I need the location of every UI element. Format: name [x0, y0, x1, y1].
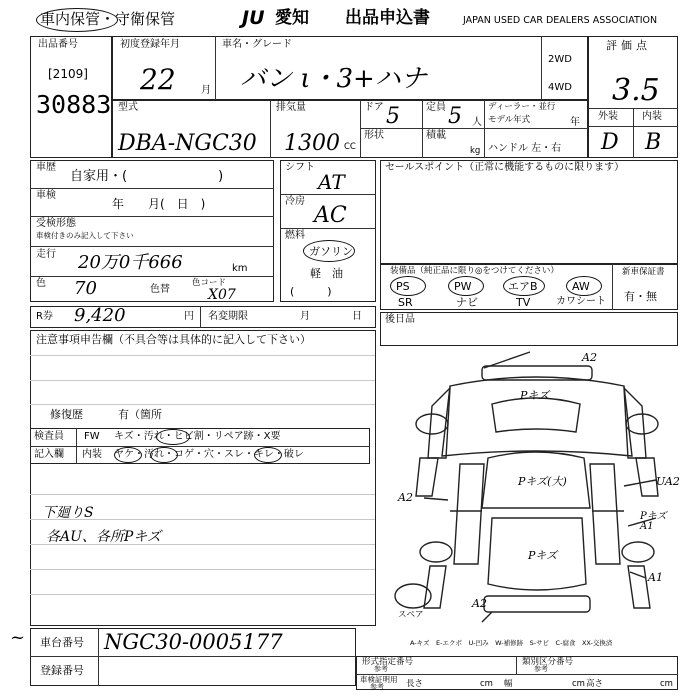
equipment-label: 装備品（純正品に限り◎をつけてください） [390, 266, 559, 276]
ju-logo: JU [242, 7, 265, 29]
door-label: ドア [364, 102, 384, 113]
height-label: 高さ [586, 679, 604, 689]
airbag-circle [503, 276, 545, 296]
cc-unit: CC [344, 142, 356, 152]
aw-circle [566, 276, 602, 296]
repair-value: 有（箇所 [118, 408, 162, 421]
int-value: B [645, 130, 662, 155]
mileage-value: 20万0千666 [78, 252, 183, 273]
handle-label: ハンドル 左・右 [488, 143, 562, 154]
height-unit: cm [660, 679, 673, 689]
mark-pkizu-a1: Pキズ A1 [640, 511, 667, 532]
damage-legend: A-キズ E-エクボ U-凹み W-補修跡 S-サビ C-腐食 XX-交換済 [410, 639, 613, 647]
front-bumper [482, 366, 592, 380]
shift-label: シフト [285, 162, 315, 173]
notes-box [30, 330, 376, 626]
reg-value: 22 [140, 63, 176, 96]
length-unit: cm [480, 679, 493, 689]
mark-ua2: UA2 [656, 475, 680, 488]
notes-label: 注意事項申告欄（不具合等は具体的に記入して下さい） [36, 333, 311, 346]
inspector-label-1: 検査員 [34, 431, 64, 442]
front-right-wheel [626, 414, 658, 434]
burn-circle [114, 447, 142, 463]
ext-value: D [601, 130, 619, 155]
chassis-value: NGC30-0005177 [104, 630, 283, 654]
org-name: 愛知 [275, 8, 309, 28]
drive-2wd: 2WD [548, 54, 572, 65]
rear-label: 後日品 [385, 314, 415, 325]
cert-label: 車検証明用 [360, 675, 398, 684]
equip-ps: PS [396, 280, 410, 293]
note-line-2: 各AU、各所Pキズ [46, 529, 162, 545]
assoc-name: JAPAN USED CAR DEALERS ASSOCIATION [463, 15, 658, 26]
reg-label: 初度登録年月 [120, 39, 180, 50]
mileage-label: 走行 [36, 249, 56, 260]
lot-sub: [2109] [48, 67, 88, 81]
rear-bumper [484, 596, 590, 612]
color-code-value: X07 [208, 287, 236, 303]
warranty-label: 新車保証書 [622, 267, 665, 277]
pw-circle [448, 276, 484, 296]
equip-airbag: エアB [508, 280, 538, 293]
form-specify-ref: 参考 [374, 665, 388, 673]
form-title: 出品申込書 [345, 8, 430, 28]
inspection-value: 年 月( 日 ) [112, 197, 206, 211]
inspector-label-2: 記入欄 [34, 449, 64, 460]
equip-navi: ナビ [456, 296, 478, 309]
inspection-label: 車検 [36, 190, 56, 201]
name-change-month: 月 [300, 311, 310, 322]
mark-pkizu-rear: Pキズ [528, 549, 558, 562]
shift-value: AT [318, 170, 345, 194]
category-label: 類別区分番号 [522, 657, 574, 667]
left-doors [454, 464, 484, 564]
right-doors [590, 464, 620, 564]
warranty-value: 有・無 [624, 290, 657, 303]
equip-tv: TV [516, 296, 531, 309]
wear-circle [254, 447, 282, 463]
mileage-unit: km [232, 263, 248, 274]
width-label: 幅 [504, 679, 513, 689]
color-number-label: 色替 [150, 284, 170, 295]
color-value: 70 [74, 278, 97, 299]
reg-unit: 月 [201, 85, 211, 96]
inspector-row1-head: FW [84, 431, 100, 442]
equip-pw: PW [454, 280, 472, 293]
name-change-day: 日 [352, 311, 362, 322]
model-value: DBA-NGC30 [118, 131, 257, 156]
receipt-label: 受検形態 [36, 218, 76, 229]
leader-a2-bottom [482, 612, 492, 622]
inspector-row1-items: キズ・汚れ・ヒビ割・リペア跡・X要 [114, 431, 281, 442]
leader-a1 [630, 572, 646, 578]
fuel-diesel: 軽 油 [310, 267, 343, 280]
ext-label: 外装 [598, 111, 618, 122]
left-mirror [416, 458, 438, 496]
plate-label: 登録番号 [40, 664, 84, 677]
weight-unit: kg [470, 146, 481, 156]
cap-unit: 人 [472, 117, 482, 128]
equip-seat: カワシート [556, 296, 606, 307]
car-label: 車名・グレード [222, 39, 292, 50]
sales-label: セールスポイント（正常に機能するものに限ります） [385, 162, 625, 173]
storage-title: 車内保管・守衛保管 [40, 10, 176, 28]
name-change-label: 名変期限 [208, 311, 248, 322]
mark-a2-left: A2 [398, 491, 413, 504]
sales-box [380, 160, 678, 264]
right-front-fender [624, 388, 646, 458]
model-year-label: モデル年式 [488, 115, 531, 125]
ac-value: AC [314, 203, 347, 228]
cc-label: 排気量 [276, 102, 306, 113]
inspector-row2-items: ヤケ・汚れ・コゲ・穴・スレ・キレ・破レ [114, 449, 304, 460]
dealer-label: ディーラー・並行 [488, 102, 556, 112]
mark-pkizu-hood: Pキズ [520, 389, 550, 402]
length-label: 長さ [406, 679, 424, 689]
dirt-circle-1 [156, 429, 190, 445]
spare-label: スペア [398, 610, 424, 620]
inspector-row2-head: 内装 [82, 449, 102, 460]
width-unit: cm [572, 679, 585, 689]
mark-a2-bottom: A2 [472, 597, 487, 610]
rear-right-wheel [622, 542, 654, 562]
cc-value: 1300 [284, 131, 340, 156]
equip-sr: SR [398, 296, 413, 309]
fuel-paren: ( ) [290, 285, 332, 298]
mark-a1: A1 [648, 571, 663, 584]
mark-pkizu-large: Pキズ(大) [518, 475, 567, 488]
repair-label: 修復歴 [50, 408, 83, 421]
ac-label: 冷房 [285, 196, 305, 207]
category-ref: 参考 [534, 665, 548, 673]
dirt-circle-2 [150, 447, 178, 463]
history-value: 自家用・( ) [70, 169, 224, 184]
model-label: 型式 [118, 102, 138, 113]
left-front-fender [428, 388, 450, 458]
check-mark: ~ [10, 627, 26, 648]
drive-4wd: 4WD [548, 82, 572, 93]
lot-label: 出品番号 [38, 39, 78, 50]
receipt-note: 車検付きのみ記入して下さい [36, 231, 134, 240]
note-line-1: 下廻りS [42, 505, 94, 521]
history-label: 車歴 [36, 162, 56, 173]
chassis-label: 車台番号 [40, 636, 84, 649]
ps-circle [390, 276, 426, 296]
front-left-wheel [416, 414, 448, 434]
grade-value: 3.5 [612, 73, 660, 108]
shape-label: 形状 [364, 130, 384, 141]
year-unit: 年 [570, 117, 580, 128]
recycle-value: 9,420 [74, 305, 126, 326]
weight-label: 積載 [426, 130, 446, 141]
recycle-label: R券 [36, 311, 53, 322]
left-rear-fender [424, 566, 446, 608]
color-code-label: 色コード [192, 278, 227, 288]
fuel-gas: ガソリン [309, 245, 353, 258]
leader-a2-left [424, 498, 448, 500]
rear-box [380, 312, 678, 346]
cert-ref: 参考 [370, 683, 384, 691]
equip-aw: AW [572, 280, 590, 293]
form-specify-label: 形式指定番号 [362, 657, 414, 667]
hood-panel [492, 398, 580, 432]
right-mirror [636, 458, 658, 496]
door-value: 5 [386, 104, 400, 129]
int-label: 内装 [642, 111, 662, 122]
grade-label: 評価点 [606, 39, 651, 52]
cap-value: 5 [448, 104, 462, 129]
mark-a2-top: A2 [582, 351, 597, 364]
color-label: 色 [36, 278, 46, 289]
lot-number: 30883 [36, 90, 112, 119]
cap-label: 定員 [426, 102, 446, 113]
rear-left-wheel [420, 542, 452, 562]
recycle-unit: 円 [184, 311, 194, 322]
fuel-label: 燃料 [285, 230, 305, 241]
car-value: バン ι・3+ハナ [240, 64, 427, 94]
